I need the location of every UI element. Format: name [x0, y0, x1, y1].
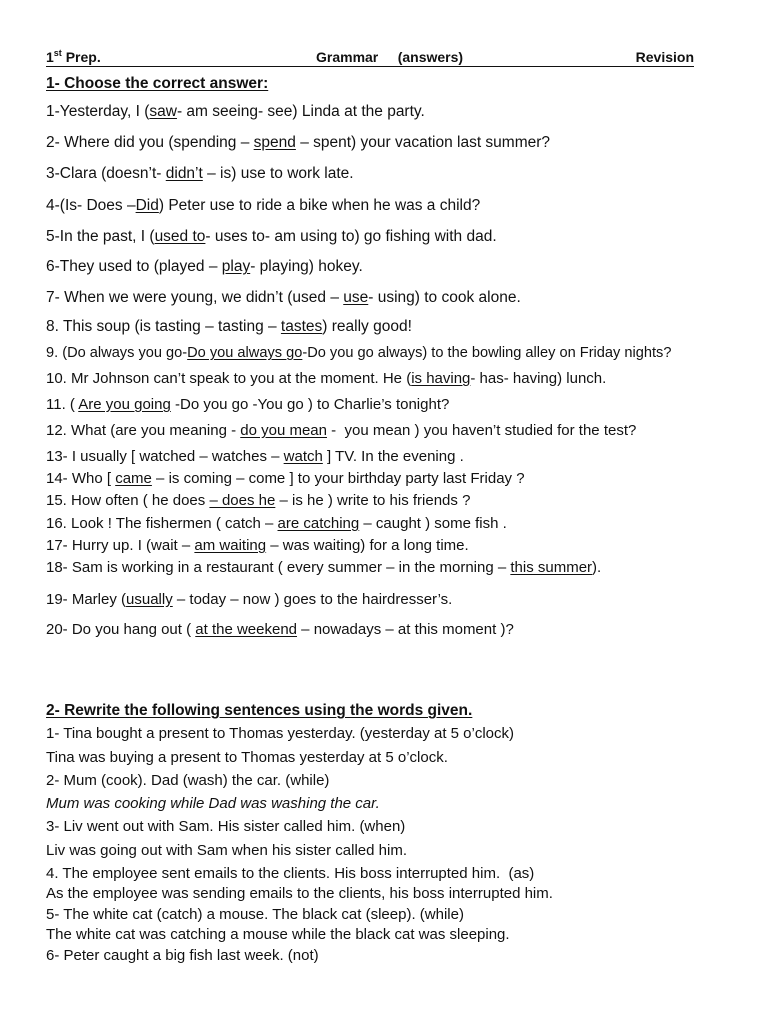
answer-underlined: are catching: [277, 515, 360, 532]
question-text: - uses to- am using to) go fishing with dad.: [205, 228, 497, 245]
question-text: 11. (: [46, 396, 79, 413]
question-text: 7- When we were young, we didn’t (used –: [46, 289, 344, 306]
rewrite-line-9: 5- The white cat (catch) a mouse. The black cat (sleep). (while): [46, 906, 464, 923]
question-15: [46, 491, 470, 511]
question-text: – caught ) some fish .: [359, 515, 507, 532]
question-text: ] TV. In the evening .: [322, 448, 464, 465]
question-text: 13- I usually [ watched – watches –: [46, 448, 284, 465]
question-text: 4-(Is- Does –: [46, 197, 136, 214]
question-text: - using) to cook alone.: [368, 289, 521, 306]
question-17: [46, 536, 469, 556]
answer-underlined: came: [115, 470, 152, 487]
question-text: 8. This soup (is tasting – tasting –: [46, 318, 281, 335]
answer-underlined: is having: [411, 370, 471, 387]
question-text: 1-Yesterday, I (: [46, 103, 150, 120]
answer-underlined: watch: [283, 448, 323, 465]
question-text: 20- Do you hang out (: [46, 621, 196, 638]
rewrite-line-8: As the employee was sending emails to the clients, his boss interrupted him.: [46, 885, 553, 902]
question-11: [46, 395, 449, 415]
question-5: [46, 227, 497, 247]
question-7: [46, 288, 521, 308]
rewrite-line-4: Mum was cooking while Dad was washing the car.: [46, 795, 380, 812]
question-text: - am seeing- see) Linda at the party.: [176, 103, 425, 120]
question-text: - playing) hokey.: [250, 258, 363, 275]
answer-underlined: Are you going: [78, 396, 171, 413]
question-text: – is he ) write to his friends ?: [275, 492, 471, 509]
header-revision: Revision: [635, 49, 694, 65]
answer-underlined: do you mean: [240, 422, 327, 439]
question-text: – was waiting) for a long time.: [266, 537, 469, 554]
question-text: - has- having) lunch.: [470, 370, 607, 387]
answer-underlined: play: [221, 258, 251, 275]
question-2: [46, 133, 550, 153]
question-text: – spent) your vacation last summer?: [295, 134, 551, 151]
answer-underlined: used to: [154, 228, 206, 245]
question-text: 15. How often ( he does: [46, 492, 210, 509]
rewrite-line-6: Liv was going out with Sam when his sister called him.: [46, 842, 407, 859]
question-text: - you mean ) you haven’t studied for the test?: [327, 422, 637, 439]
header-grade-label: Prep.: [61, 49, 101, 65]
question-8: [46, 317, 412, 337]
question-text: -Do you go -You go ) to Charlie’s tonight?: [170, 396, 450, 413]
question-text: – today – now ) goes to the hairdresser’s.: [172, 591, 453, 608]
answer-underlined: spend: [253, 134, 296, 151]
question-20: [46, 620, 514, 640]
rewrite-line-2: Tina was buying a present to Thomas yesterday at 5 o’clock.: [46, 749, 448, 766]
question-text: – nowadays – at this moment )?: [297, 621, 514, 638]
question-text: 12. What (are you meaning -: [46, 422, 241, 439]
rewrite-line-3: 2- Mum (cook). Dad (wash) the car. (while): [46, 772, 330, 789]
header-grade: [46, 48, 101, 66]
question-text: 5-In the past, I (: [46, 228, 155, 245]
answer-underlined: use: [343, 289, 369, 306]
worksheet-header: [46, 48, 694, 67]
question-6: [46, 257, 363, 277]
header-grade-number: 1: [46, 49, 54, 65]
question-text: 3-Clara (doesn’t-: [46, 165, 166, 182]
rewrite-line-7: 4. The employee sent emails to the clients. His boss interrupted him. (as): [46, 865, 535, 882]
question-text: ) Peter use to ride a bike when he was a child?: [158, 197, 481, 214]
header-title: Grammar (answers): [316, 49, 464, 65]
question-text: 10. Mr Johnson can’t speak to you at the moment. He (: [46, 370, 412, 387]
rewrite-line-1: 1- Tina bought a present to Thomas yesterday. (yesterday at 5 o’clock): [46, 725, 515, 742]
question-3: [46, 164, 354, 184]
question-4: [46, 196, 480, 216]
question-9: [46, 343, 671, 363]
answer-underlined: usually: [126, 591, 173, 608]
answer-underlined: at the weekend: [195, 621, 298, 638]
question-text: 18- Sam is working in a restaurant ( every summer – in the morning –: [46, 559, 511, 576]
question-13: [46, 447, 464, 467]
question-text: 16. Look ! The fishermen ( catch –: [46, 515, 278, 532]
rewrite-line-10: The white cat was catching a mouse while the black cat was sleeping.: [46, 926, 510, 943]
answer-underlined: saw: [149, 103, 177, 120]
header-grade-suffix: st: [53, 48, 62, 58]
question-text: 14- Who [: [46, 470, 116, 487]
rewrite-line-11: 6- Peter caught a big fish last week. (not): [46, 947, 319, 964]
answer-underlined: am waiting: [194, 537, 267, 554]
question-text: ) really good!: [322, 318, 412, 335]
rewrite-line-5: 3- Liv went out with Sam. His sister called him. (when): [46, 818, 406, 835]
answer-underlined: Did: [135, 197, 159, 214]
answer-underlined: didn’t: [165, 165, 203, 182]
question-14: [46, 469, 525, 489]
answer-underlined: Do you always go: [187, 345, 303, 361]
question-text: – is coming – come ] to your birthday party last Friday ?: [151, 470, 525, 487]
question-1: [46, 102, 425, 122]
question-text: 17- Hurry up. I (wait –: [46, 537, 195, 554]
question-text: – is) use to work late.: [202, 165, 354, 182]
question-text: 2- Where did you (spending –: [46, 134, 254, 151]
question-16: [46, 514, 507, 534]
answer-underlined: this summer: [510, 559, 593, 576]
question-text: -Do you go always) to the bowling alley on Friday nights?: [302, 345, 672, 361]
question-text: 6-They used to (played –: [46, 258, 222, 275]
question-19: [46, 590, 452, 610]
question-12: [46, 421, 636, 441]
section2-title: 2- Rewrite the following sentences using the words given.: [46, 702, 473, 719]
answer-underlined: tastes: [280, 318, 323, 335]
question-10: [46, 369, 606, 389]
question-18: [46, 558, 601, 578]
section1-title: 1- Choose the correct answer:: [46, 75, 269, 92]
question-text: 9. (Do always you go-: [46, 345, 188, 361]
question-text: 19- Marley (: [46, 591, 127, 608]
answer-underlined: – does he: [209, 492, 276, 509]
question-text: ).: [592, 559, 602, 576]
